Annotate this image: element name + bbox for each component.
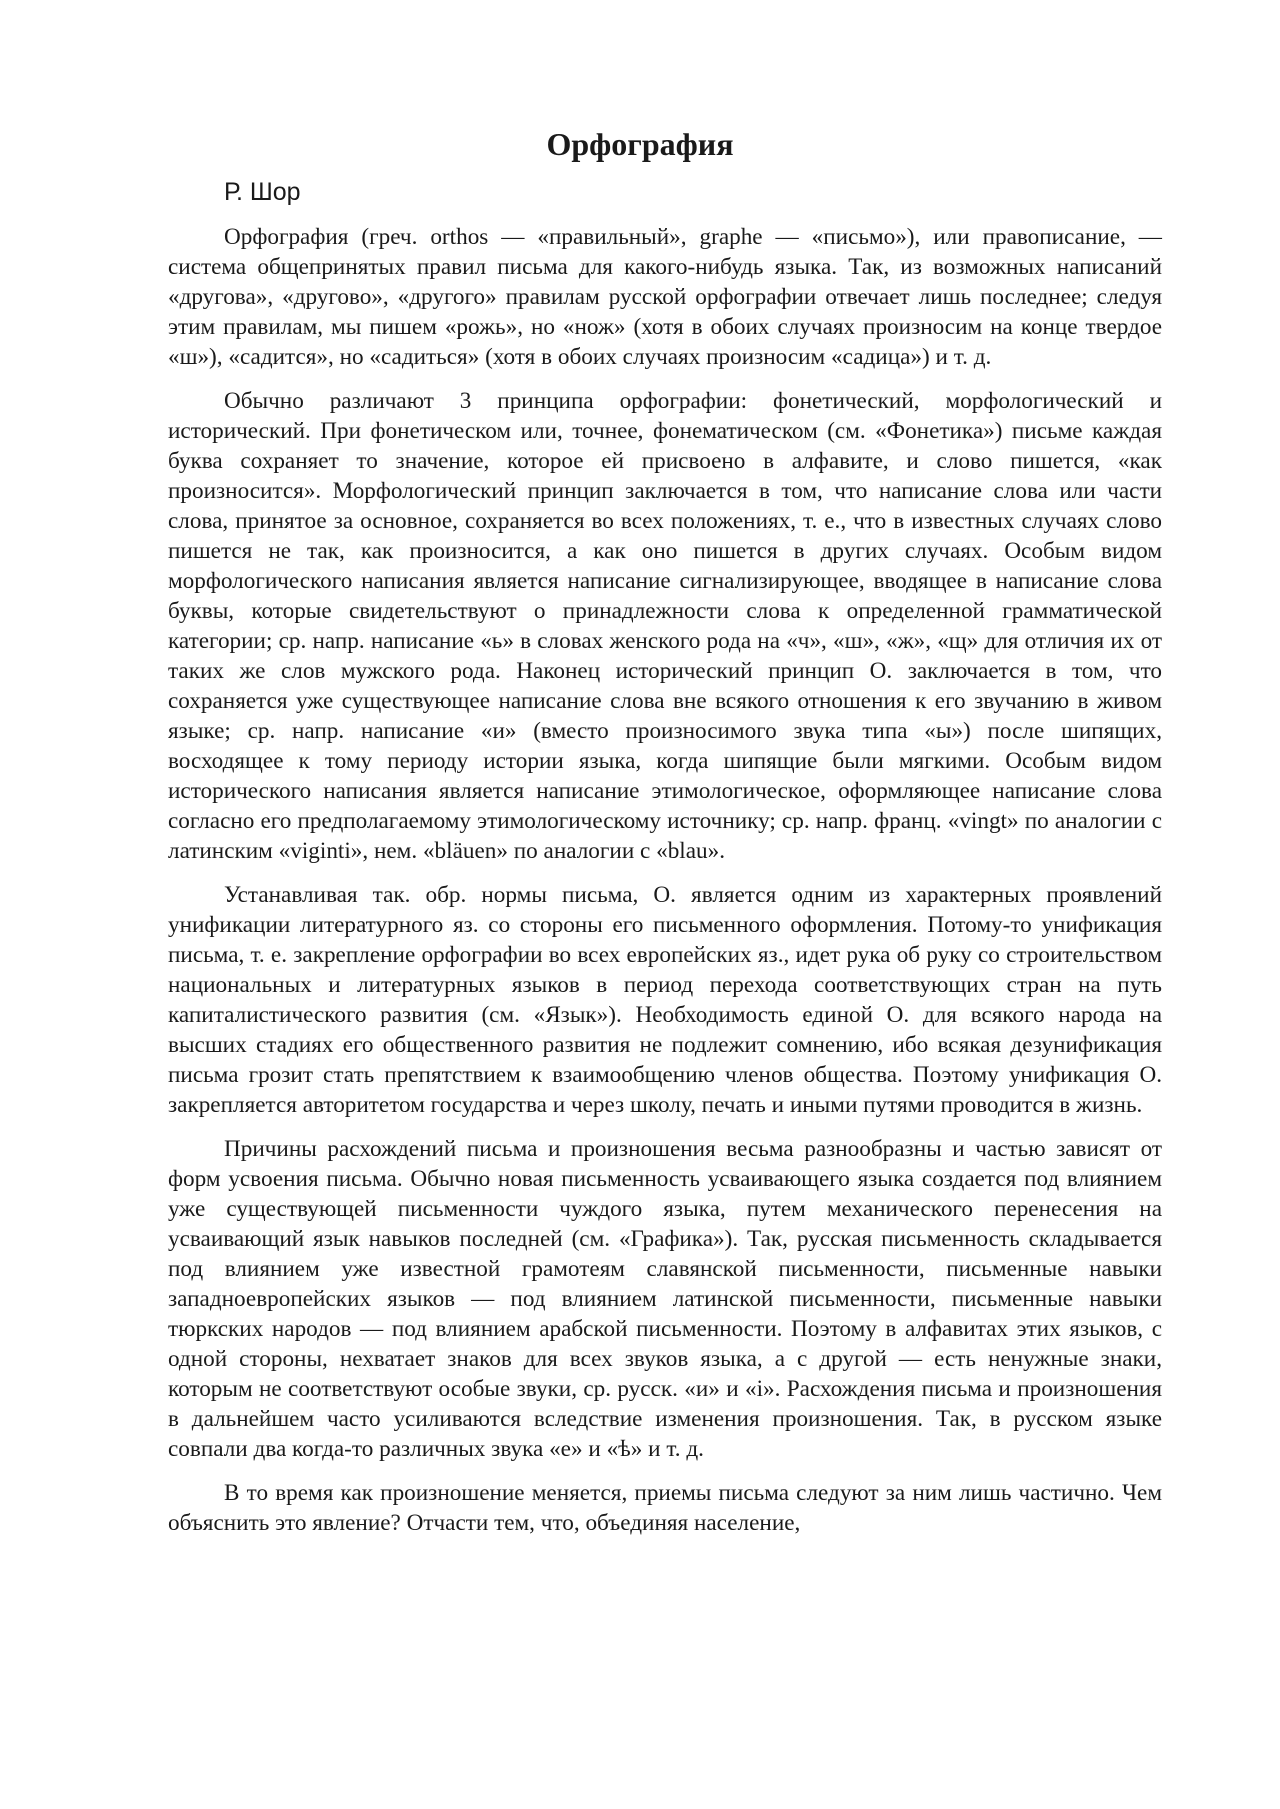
article-body [168,222,1162,1552]
author-name: Р. Шор [224,178,301,206]
paragraph-principles: Обычно различают 3 принципа орфографии: фонетический, морфологический и исторический. При фонетическом или, точнее, фонематическом (см. «Фонетика») письме каждая буква сохраняет то значение, которое ей присвоено в алфавите, и слово пишется, «как произносится». Морфологический принцип заключается в том, что написание слова или части слова, принятое за основное, сохраняется во всех положениях, т. е., что в известных случаях слово пишется не так, как произносится, а как оно пишется в других случаях. Особым видом морфологического написания является написание сигнализирующее, вводящее в написание слова буквы, которые свидетельствуют о принадлежности слова к определенной грамматической категории; ср. напр. написание «ь» в словах женского рода на «ч», «ш», «ж», «щ» для отличия их от таких же слов мужского рода. Наконец исторический принцип О. заключается в том, что сохраняется уже существующее написание слова вне всякого отношения к его звучанию в живом языке; ср. напр. написание «и» (вместо произносимого звука типа «ы») после шипящих, восходящее к тому периоду истории языка, когда шипящие были мягкими. Особым видом исторического написания является написание этимологическое, оформляющее написание слова согласно его предполагаемому этимологическому источнику; ср. напр. франц. «vingt» по аналогии с латинским «viginti», нем. «bläuen» по аналогии с «blau». [168,388,1162,864]
page-title: Орфография [546,126,734,162]
paragraph-unification: Устанавливая так. обр. нормы письма, О. является одним из характерных проявлений унификации литературного яз. со стороны его письменного оформления. Потому-то унификация письма, т. е. закрепление орфографии во всех европейских яз., идет рука об руку со строительством национальных и литературных языков в период перехода соответствующих стран на путь капиталистического развития (см. «Язык»). Необходимость единой О. для всякого народа на высших стадиях его общественного развития не подлежит сомнению, ибо всякая дезунификация письма грозит стать препятствием к взаимообщению членов общества. Поэтому унификация О. закрепляется авторитетом государства и через школу, печать и иными путями проводится в жизнь. [168,882,1162,1118]
paragraph-definition: Орфография (греч. orthos — «правильный», graphe — «письмо»), или правописание, — система общепринятых правил письма для какого-нибудь языка. Так, из возможных написаний «другова», «другово», «другого» правилам русской орфографии отвечает лишь последнее; следуя этим правилам, мы пишем «рожь», но «нож» (хотя в обоих случаях произносим на конце твердое «ш»), «садится», но «садиться» (хотя в обоих случаях произносим «садица») и т. д. [168,224,1162,370]
paragraph-divergence-causes: Причины расхождений письма и произношения весьма разнообразны и частью зависят от форм усвоения письма. Обычно новая письменность усваивающего языка создается под влиянием уже существующей письменности чуждого языка, путем механического перенесения на усваивающий язык навыков последней (см. «Графика»). Так, русская письменность складывается под влиянием уже известной грамотеям славянской письменности, письменные навыки западноевропейских языков — под влиянием латинской письменности, письменные навыки тюркских народов — под влиянием арабской письменности. Поэтому в алфавитах этих языков, с одной стороны, нехватает знаков для всех звуков языка, а с другой — есть ненужные знаки, которым не соответствуют особые звуки, ср. русск. «и» и «і». Расхождения письма и произношения в дальнейшем часто усиливаются вследствие изменения произношения. Так, в русском языке совпали два когда-то различных звука «е» и «ѣ» и т. д. [168,1136,1162,1462]
paragraph-pronunciation-change: В то время как произношение меняется, приемы письма следуют за ним лишь частично. Чем объяснить это явление? Отчасти тем, что, объединяя население, [168,1480,1162,1536]
